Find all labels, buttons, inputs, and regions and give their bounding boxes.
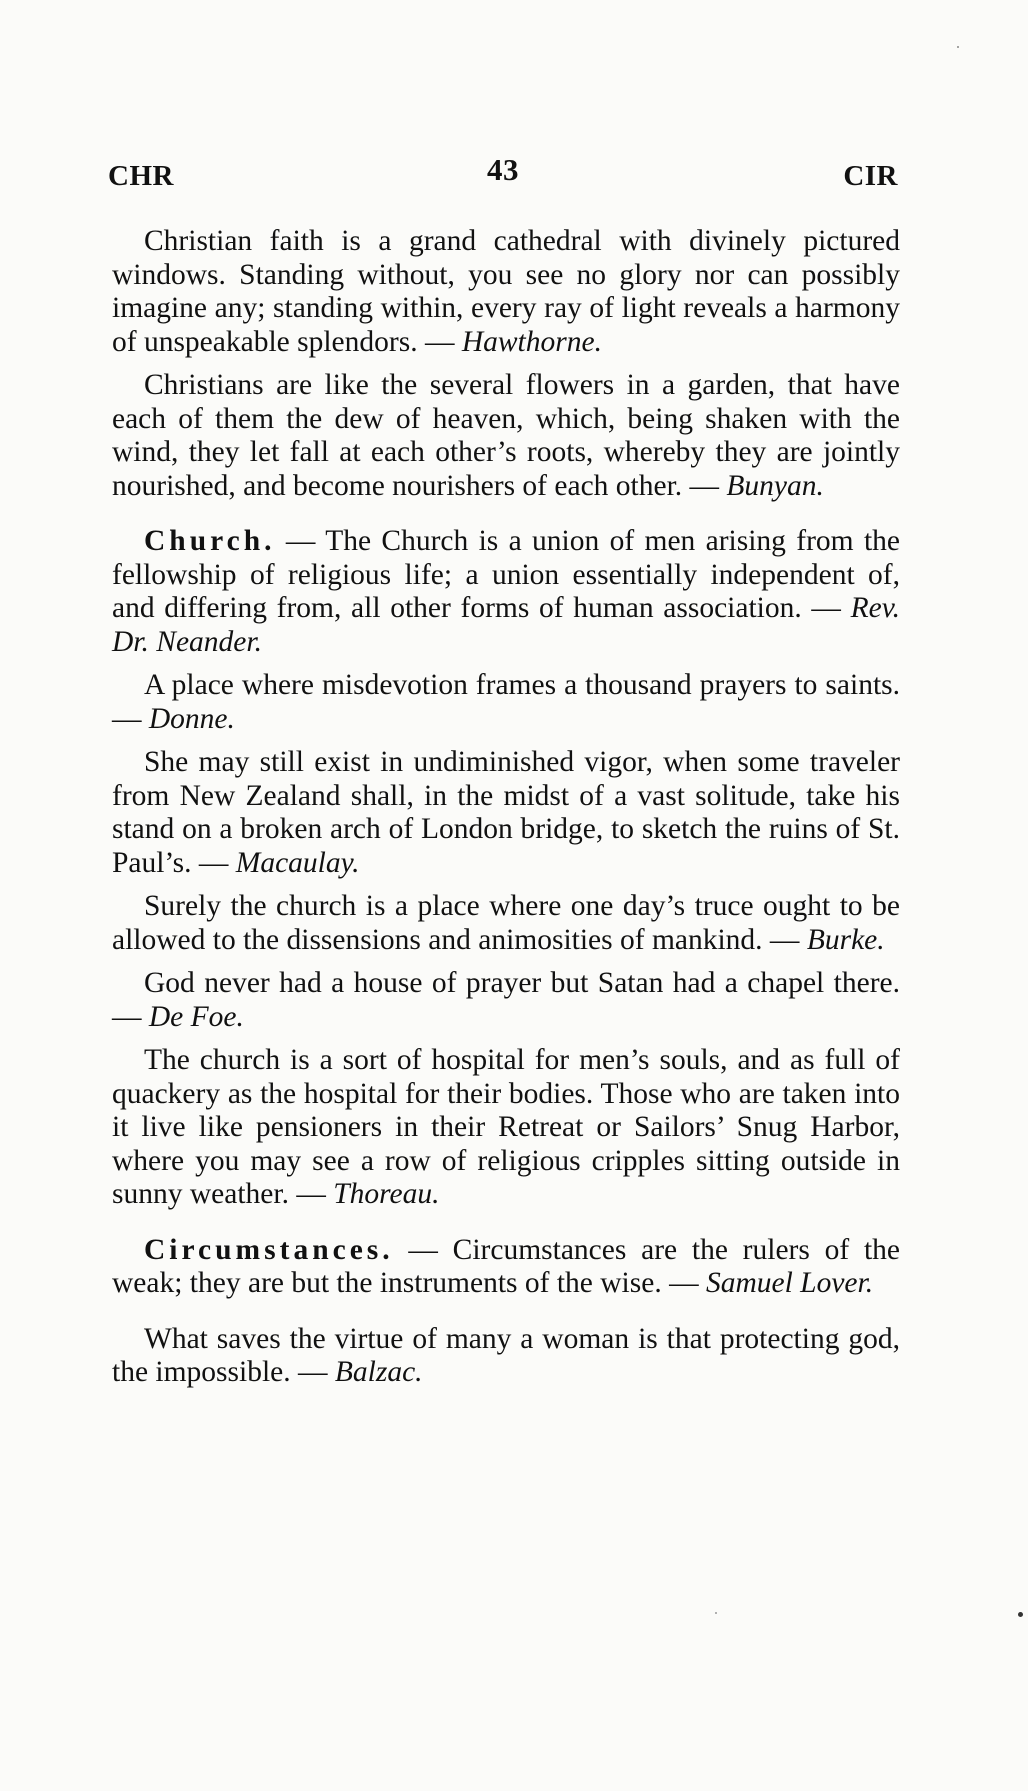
quote-author: Bunyan. [726, 469, 824, 502]
header-right-guide-word: CIR [843, 160, 898, 192]
quote-author: Samuel Lover. [705, 1267, 874, 1299]
scan-speck [957, 46, 959, 48]
quote-paragraph [112, 669, 900, 736]
page-number: 43 [487, 152, 519, 187]
quote-paragraph [112, 1234, 900, 1301]
quote-text: — The Church is a union of men arising from the fellowship of religious life; a union essentially independent of, and differing from, all other forms of human association. — [112, 525, 900, 624]
quote-text: She may still exist in undiminished vigor, when some traveler from New Zealand shall, in the midst of a vast solitude, take his stand on a broken arch of London bridge, to sketch the ruins of St. Paul’s. — [112, 746, 900, 879]
quote-text: Christian faith is a grand cathedral with divinely pictured windows. Standing without, you see no glory nor can possibly imagine any; standing within, every ray of light reveals a harmony of unspeakable splendors. — [112, 225, 900, 358]
quote-text: The church is a sort of hospital for men’s souls, and as full of quackery as the hospital for their bodies. Those who are taken into it live like pensioners in their Retreat or Sailors’ Snug Harbor, where you may see a row of religious cripples sitting outside in sunny weather. — [112, 1044, 900, 1210]
entry-term-church: Church. [144, 525, 276, 557]
quotation-text [112, 225, 900, 1400]
scan-speck [1018, 1612, 1023, 1617]
quote-text: Christians are like the several flowers in a garden, that have each of them the dew of heaven, which, being shaken with the wind, they let fall at each other’s roots, whereby they are jointly nourished, and become nourishers of each other. — [112, 369, 900, 502]
quote-text: — Circumstances are the rulers of the weak; they are but the instruments of the wise. — [112, 1233, 900, 1299]
entry-term-circumstances: Circumstances. [144, 1233, 394, 1266]
quote-author: Donne. [148, 702, 235, 735]
quote-author: Burke. [806, 923, 885, 956]
quote-text: Surely the church is a place where one day’s truce ought to be allowed to the dissensions and animosities of mankind. — [112, 890, 900, 956]
scan-speck [715, 1612, 717, 1614]
quote-author: Macaulay. [235, 846, 360, 879]
quote-author: De Foe. [148, 1000, 244, 1033]
quote-author: Rev. Dr. Neander. [112, 592, 900, 658]
quote-author: Balzac. [334, 1356, 423, 1388]
quote-author: Thoreau. [333, 1178, 440, 1210]
quote-paragraph [112, 225, 900, 359]
quote-text: God never had a house of prayer but Satan had a chapel there. — [112, 967, 900, 1033]
header-left-guide-word: CHR [108, 160, 174, 192]
quote-paragraph [112, 890, 900, 957]
running-header [108, 152, 898, 200]
quote-author: Hawthorne. [461, 325, 602, 358]
quote-text: A place where misdevotion frames a thousand prayers to saints. — [112, 669, 900, 735]
quote-paragraph [112, 525, 900, 659]
quote-paragraph [112, 967, 900, 1034]
quote-paragraph [112, 746, 900, 880]
quote-paragraph [112, 1323, 900, 1390]
quote-paragraph [112, 1044, 900, 1212]
quote-paragraph [112, 369, 900, 503]
quote-text: What saves the virtue of many a woman is that protecting god, the impossible. — [112, 1322, 900, 1388]
